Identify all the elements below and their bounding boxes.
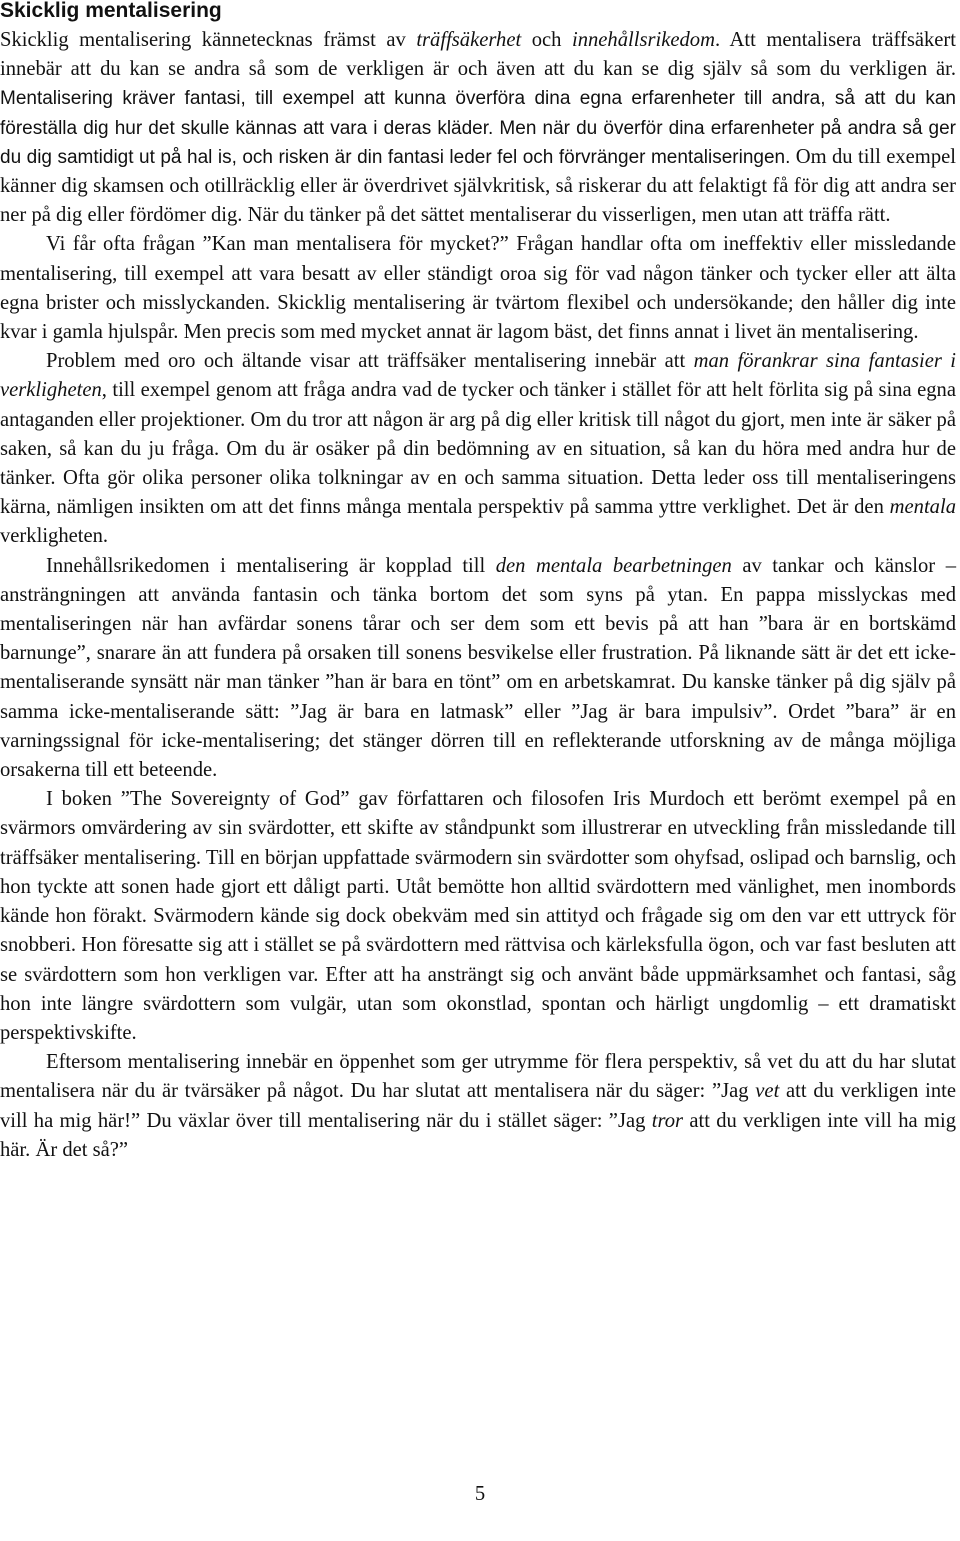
emphasis-text: vet (755, 1080, 780, 1103)
paragraph (0, 347, 956, 551)
text-run: och (521, 29, 572, 51)
paragraph (0, 785, 956, 1048)
emphasis-text: innehållsrikedom (571, 29, 715, 51)
text-run: . Att mentalisera träffsäkert innebär att du kan se andra så som de verkligen är och även att du kan se dig själv så som du verkligen är. (0, 29, 957, 81)
text-run: I boken ”The Sovereignty of God” gav författaren och filosofen Iris Murdoch ett berömt exempel på en svärmors omvärdering av sin svärdotter, ett skifte av ståndpunkt som illustrerar en utveckling från missledande till träffsäker mentalisering. Till en början uppfattade svärmodern sin svärdotter som ohyfsad, oslipad och barnslig, och hon tyckte att sonen hade gjort ett dåligt parti. Utåt bemötte hon alltid svärdottern med vänlighet, men inombords kände hon förakt. Svärmodern kände sig dock obekväm med sin attityd och frågade sig om den var ett uttryck för snobberi. Hon föresatte sig att i stället se på svärdottern med rättvisa och kärleksfulla ögon, och var fast besluten att se svärdottern som hon verkligen var. Efter att ha ansträngt sig och använt både uppmärksamhet och fantasi, såg hon inte längre svärdottern som vulgär, utan som okonstlad, spontan och härligt ungdomlig – ett dramatiskt perspektivskifte. (0, 788, 956, 1044)
emphasis-text: mentala (889, 496, 956, 519)
emphasis-text: man förankrar sina fantasier i verkligheten (0, 350, 956, 402)
paragraph (0, 552, 956, 786)
text-run: Innehållsrikedomen i mentalisering är kopplad till (46, 554, 496, 577)
body-text (0, 26, 956, 1165)
paragraph (0, 26, 956, 230)
emphasis-text: tror (651, 1109, 684, 1132)
text-run: Problem med oro och ältande visar att träffsäker mentalisering innebär att (46, 350, 694, 373)
text-run: av tankar och känslor – ansträngningen att använda fantasin och tänka bortom det som syns på ytan. En pappa misslyckas med mentaliseringen när han avfärdar sonens tårar och ser dem som ett bevis på att han ”bara är en bortskämd barnunge”, snarare än att fundera på orsaken till sonens besvikelse eller frustration. På liknande sätt är det ett icke-mentaliserande synsätt när man tänker ”han är bara en tönt” om en arbetskamrat. Du kanske tänker på dig själv på samma icke-mentaliserande sätt: ”Jag är bara en latmask” eller ”Jag är bara impulsiv”. Ordet ”bara” är en varningssignal för icke-mentalisering; det stänger dörren till en reflekterande utforskning av de många möjliga orsakerna till ett beteende. (0, 554, 956, 782)
text-run: att du verkligen inte vill ha mig här!” Du växlar över till mentalisering när du i stället säger: ”Jag (0, 1080, 957, 1132)
emphasis-text: den mentala bearbetningen (495, 554, 732, 577)
section-heading: Skicklig mentalisering (0, 0, 222, 22)
text-run: att du verkligen inte vill ha mig här. Är det så?” (0, 1109, 956, 1161)
text-run: Skicklig mentalisering kännetecknas främst av (0, 29, 417, 51)
text-run: Vi får ofta frågan ”Kan man mentalisera för mycket?” Frågan handlar ofta om ineffektiv eller missledande mentalisering, till exempel att vara besatt av eller ständigt oroa sig för vad någon tänker och tycker eller att älta egna brister och misslyckanden. Skicklig mentalisering är tvärtom flexibel och undersökande; den håller dig inte kvar i gamla hjulspår. Men precis som med mycket annat är lagom bäst, det finns annat i livet än mentalisering. (0, 233, 956, 344)
text-run: Eftersom mentalisering innebär en öppenhet som ger utrymme för flera perspektiv, så vet du att du har slutat mentalisera när du är tvärsäker på något. Du har slutat att mentalisera när du säger: ”Jag (0, 1051, 956, 1103)
text-run: , till exempel genom att fråga andra vad de tycker och tänker i stället för att helt förlita sig på sina egna antaganden eller projektioner. Om du tror att någon är arg på dig eller kritisk till något du gjort, men inte är säker på saken, så kan du ju fråga. Om du är osäker på din bedömning av en situation, så kan du höra med andra hur de tänker. Ofta gör olika personer olika tolkningar av en och samma situation. Detta leder oss till mentaliseringens kärna, nämligen insikten om att det finns många mentala perspektiv på samma yttre verklighet. Det är den (0, 379, 956, 519)
page-number: 5 (474, 1483, 486, 1505)
emphasis-text: träffsäkerhet (416, 29, 522, 51)
paragraph (0, 1048, 956, 1165)
sans-text-run: Mentalisering kräver fantasi, till exempel att kunna överföra dina egna erfarenheter till andra, så att du kan föreställa dig hur det skulle kännas att vara i deras kläder. Men när du överför dina erfarenheter på andra så ger du dig samtidigt ut på hal is, och risken är din fantasi leder fel och förvränger mentaliseringen. (0, 88, 956, 168)
text-run: verkligheten. (0, 525, 109, 548)
text-run: Om du till exempel känner dig skamsen och otillräcklig eller är överdrivet självkritisk, så riskerar du att felaktigt få för dig att andra ser ner på dig eller fördömer dig. När du tänker på det sättet mentaliserar du visserligen, men utan att träffa rätt. (0, 145, 956, 227)
paragraph (0, 230, 956, 347)
